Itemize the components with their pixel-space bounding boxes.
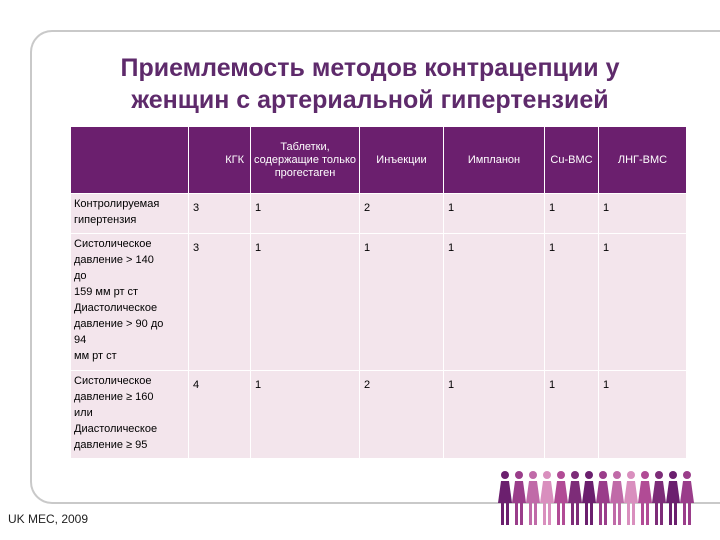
- header-cell: Инъекции: [360, 127, 444, 194]
- woman-figure-icon: [568, 471, 582, 525]
- header-cell: ЛНГ-ВМС: [599, 127, 687, 194]
- row-label-line: 94: [74, 334, 87, 346]
- table-cell: 3: [189, 234, 251, 371]
- row-label-line: до: [74, 270, 87, 282]
- table-cell: 1: [599, 194, 687, 234]
- contraception-table: [70, 126, 687, 459]
- row-label-line: давление > 90 до: [74, 318, 164, 330]
- woman-figure-icon: [512, 471, 526, 525]
- row-label: Контролируемая гипертензия: [71, 194, 189, 234]
- row-label-line: Диастолическое: [74, 302, 158, 314]
- table-cell: 4: [189, 371, 251, 459]
- woman-figure-icon: [554, 471, 568, 525]
- header-cell: КГК: [189, 127, 251, 194]
- table-row: [71, 234, 687, 371]
- table-cell: 1: [360, 234, 444, 371]
- woman-figure-icon: [624, 471, 638, 525]
- row-label-line: давление ≥ 160: [74, 391, 154, 403]
- table-cell: 1: [251, 234, 360, 371]
- woman-figure-icon: [582, 471, 596, 525]
- row-label-line: Диастолическое: [74, 423, 158, 435]
- row-label-line: Систолическое: [74, 238, 152, 250]
- table-row: [71, 371, 687, 459]
- woman-figure-icon: [680, 471, 694, 525]
- header-cell: Таблетки, содержащие только прогестаген: [251, 127, 360, 194]
- table-cell: 1: [251, 194, 360, 234]
- row-label-line: давление ≥ 95: [74, 439, 148, 451]
- women-figures-icon: [498, 469, 698, 529]
- table-cell: 1: [444, 371, 545, 459]
- title-line-1: Приемлемость методов контрацепции у: [120, 54, 620, 82]
- woman-figure-icon: [638, 471, 652, 525]
- table-cell: 1: [545, 371, 599, 459]
- table-cell: 1: [545, 194, 599, 234]
- table-cell: 1: [251, 371, 360, 459]
- table-cell: 2: [360, 194, 444, 234]
- row-label: [71, 234, 189, 371]
- source-note: UK MEC, 2009: [8, 512, 89, 526]
- table-cell: 1: [545, 234, 599, 371]
- header-cell: Cu-ВМС: [545, 127, 599, 194]
- woman-figure-icon: [666, 471, 680, 525]
- row-label-line: мм рт ст: [74, 350, 117, 362]
- header-cell: Импланон: [444, 127, 545, 194]
- table-cell: 3: [189, 194, 251, 234]
- table-row: [71, 194, 687, 234]
- table-cell: 1: [444, 194, 545, 234]
- row-label-line: Систолическое: [74, 375, 152, 387]
- woman-figure-icon: [596, 471, 610, 525]
- woman-figure-icon: [498, 471, 512, 525]
- table-cell: 1: [599, 371, 687, 459]
- row-label-line: или: [74, 407, 93, 419]
- woman-figure-icon: [540, 471, 554, 525]
- woman-figure-icon: [610, 471, 624, 525]
- woman-figure-icon: [652, 471, 666, 525]
- row-label-line: давление > 140: [74, 254, 154, 266]
- row-label: [71, 371, 189, 459]
- table-cell: 2: [360, 371, 444, 459]
- header-corner-cell: [71, 127, 189, 194]
- table-cell: 1: [599, 234, 687, 371]
- title-line-2: женщин с артериальной гипертензией: [131, 86, 609, 114]
- slide-title: [40, 52, 700, 116]
- woman-figure-icon: [526, 471, 540, 525]
- table-cell: 1: [444, 234, 545, 371]
- row-label-line: 159 мм рт ст: [74, 286, 139, 298]
- table-header-row: [71, 127, 687, 194]
